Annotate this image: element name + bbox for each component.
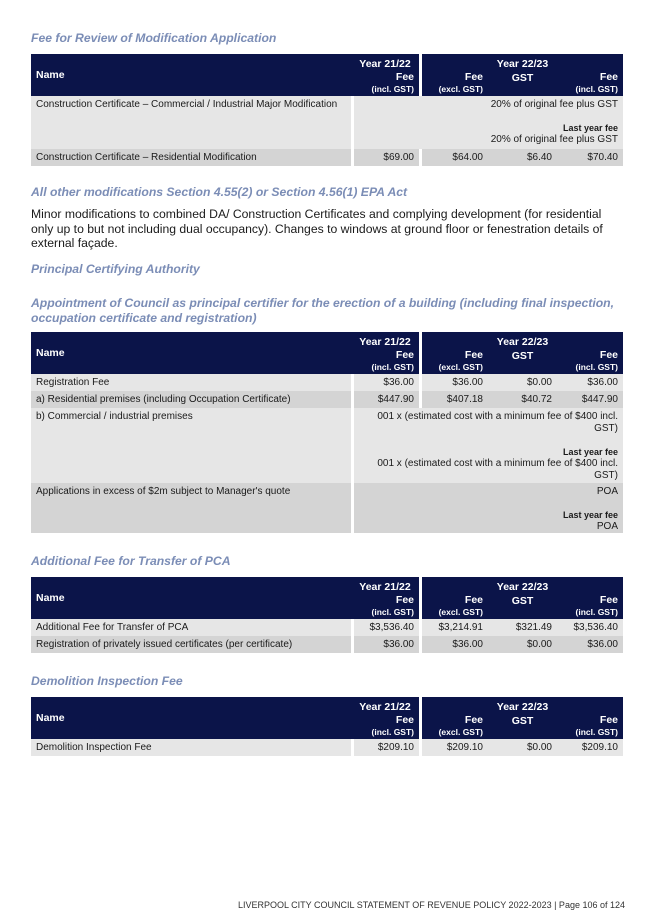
column-header-gst: GST [488,594,557,619]
row-fee-incl: $3,536.40 [557,619,623,636]
row-name: Additional Fee for Transfer of PCA [31,619,351,636]
row-fee-text: POA Last year fee POA [351,483,623,533]
modifications-paragraph: Minor modifications to combined DA/ Construction Certificates and complying development (for residential only up to but not including dual occupancy). Changes to windows at ground floor or fenestration details of external façade. [31,207,603,250]
section-heading-appointment: Appointment of Council as principal certifier for the erection of a building (including final inspection, occupation certificate and registration) [31,296,614,325]
column-header-name: Name [31,54,351,96]
row-name: b) Commercial / industrial premises [31,408,351,483]
column-header-fee-incl-curr: Fee (incl. GST) [557,594,623,619]
row-fee-excl: $64.00 [419,149,488,166]
column-header-year-curr: Year 22/23 [419,577,623,594]
fee-table-appointment [31,332,623,533]
page-footer: LIVERPOOL CITY COUNCIL STATEMENT OF REVENUE POLICY 2022-2023 | Page 106 of 124 [238,900,625,910]
table-row [31,636,623,653]
section-heading-pca: Principal Certifying Authority [31,262,200,276]
row-gst: $6.40 [488,149,557,166]
table-row [31,374,623,391]
row-fee-excl: $209.10 [419,739,488,756]
column-header-gst: GST [488,714,557,739]
table-row [31,96,623,149]
row-fee-incl: $447.90 [557,391,623,408]
table-row [31,483,623,533]
row-gst: $321.49 [488,619,557,636]
column-header-gst: GST [488,349,557,374]
fee-table-review-modification [31,54,623,166]
column-header-fee-incl: Fee (incl. GST) [351,71,419,96]
row-fee-excl: $407.18 [419,391,488,408]
row-fee-prev: $36.00 [351,374,419,391]
table-row [31,408,623,483]
row-name: a) Residential premises (including Occupation Certificate) [31,391,351,408]
row-gst: $0.00 [488,374,557,391]
table-row [31,149,623,166]
row-fee-prev: $3,536.40 [351,619,419,636]
fee-table-transfer-pca [31,577,623,653]
column-header-fee-incl: Fee (incl. GST) [351,594,419,619]
row-fee-prev: $447.90 [351,391,419,408]
column-header-year-curr: Year 22/23 [419,697,623,714]
row-fee-incl: $36.00 [557,374,623,391]
section-heading-transfer-pca: Additional Fee for Transfer of PCA [31,554,231,568]
row-fee-excl: $36.00 [419,636,488,653]
row-fee-prev: $69.00 [351,149,419,166]
row-name: Applications in excess of $2m subject to Manager's quote [31,483,351,533]
column-header-fee-excl: Fee (excl. GST) [419,714,488,739]
column-header-year-prev: Year 21/22 [351,577,419,594]
row-name: Registration of privately issued certificates (per certificate) [31,636,351,653]
row-gst: $40.72 [488,391,557,408]
column-header-name: Name [31,332,351,374]
column-header-fee-incl-curr: Fee (incl. GST) [557,71,623,96]
row-fee-excl: $3,214.91 [419,619,488,636]
row-name: Construction Certificate – Commercial / Industrial Major Modification [31,96,351,149]
fee-table-demolition [31,697,623,756]
column-header-fee-excl: Fee (excl. GST) [419,349,488,374]
column-header-year-curr: Year 22/23 [419,332,623,349]
column-header-year-prev: Year 21/22 [351,332,419,349]
row-fee-text: 20% of original fee plus GST Last year fee 20% of original fee plus GST [351,96,623,149]
row-name: Registration Fee [31,374,351,391]
row-gst: $0.00 [488,739,557,756]
column-header-name: Name [31,577,351,619]
section-heading-demolition: Demolition Inspection Fee [31,674,183,688]
row-fee-prev: $209.10 [351,739,419,756]
column-header-fee-incl-curr: Fee (incl. GST) [557,714,623,739]
table-row [31,619,623,636]
row-fee-incl: $70.40 [557,149,623,166]
row-fee-excl: $36.00 [419,374,488,391]
row-fee-text: 001 x (estimated cost with a minimum fee of $400 incl. GST) Last year fee 001 x (estimated cost with a minimum fee of $400 incl. GST) [351,408,623,483]
table-row [31,739,623,756]
table-row [31,391,623,408]
row-name: Construction Certificate – Residential Modification [31,149,351,166]
column-header-year-curr: Year 22/23 [419,54,623,71]
row-fee-prev: $36.00 [351,636,419,653]
row-fee-incl: $36.00 [557,636,623,653]
row-fee-incl: $209.10 [557,739,623,756]
row-name: Demolition Inspection Fee [31,739,351,756]
column-header-year-prev: Year 21/22 [351,697,419,714]
column-header-fee-excl: Fee (excl. GST) [419,71,488,96]
column-header-fee-incl: Fee (incl. GST) [351,349,419,374]
column-header-fee-incl-curr: Fee (incl. GST) [557,349,623,374]
column-header-name: Name [31,697,351,739]
section-heading-review-modification: Fee for Review of Modification Application [31,31,277,45]
section-heading-other-modifications: All other modifications Section 4.55(2) or Section 4.56(1) EPA Act [31,185,408,199]
column-header-gst: GST [488,71,557,96]
column-header-fee-excl: Fee (excl. GST) [419,594,488,619]
column-header-year-prev: Year 21/22 [351,54,419,71]
column-header-fee-incl: Fee (incl. GST) [351,714,419,739]
row-gst: $0.00 [488,636,557,653]
